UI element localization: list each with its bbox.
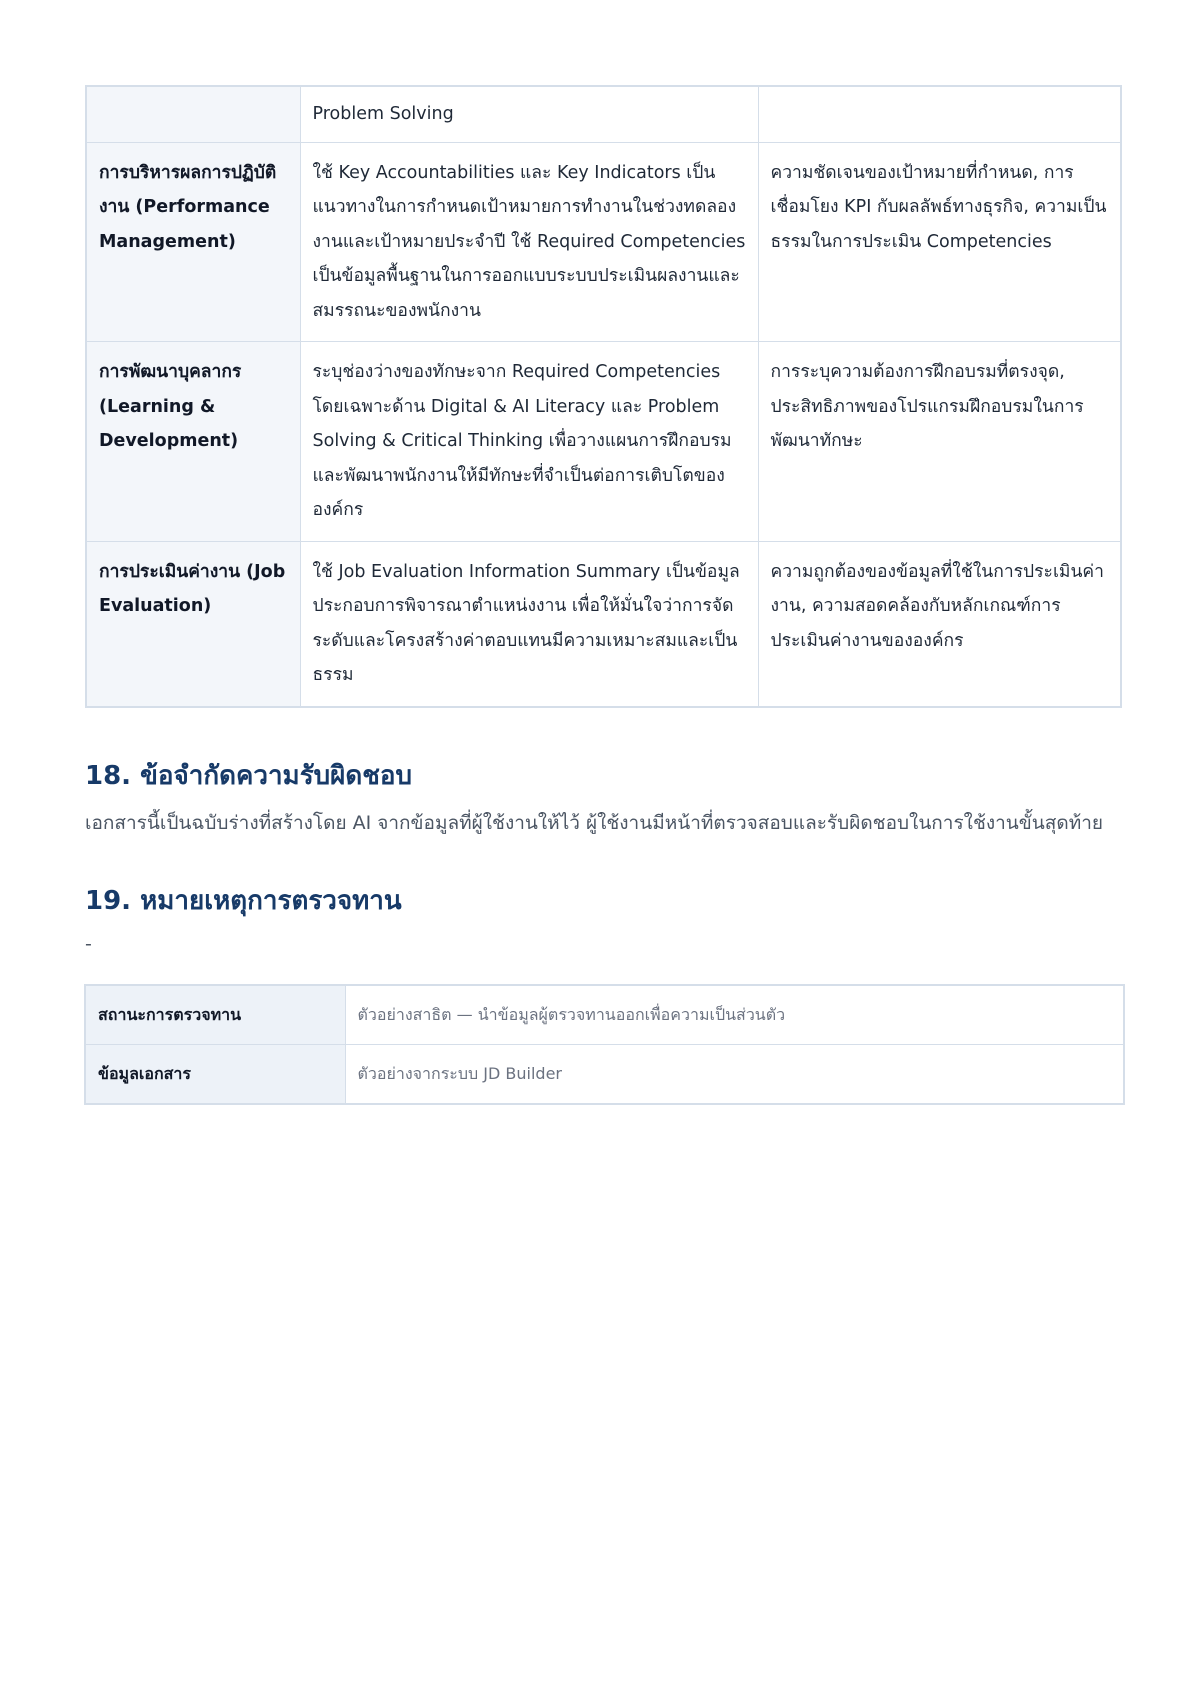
area-cell	[86, 86, 300, 142]
section-18-heading: 18. ข้อจำกัดความรับผิดชอบ	[85, 761, 413, 791]
section-18-text: เอกสารนี้เป็นฉบับร่างที่สร้างโดย AI จากข้อมูลที่ผู้ใช้งานให้ไว้ ผู้ใช้งานมีหน้าที่ตรวจสอบและรับผิดชอบในการใช้งานขั้นสุดท้าย	[85, 812, 1104, 834]
usage-cell: ใช้ Key Accountabilities และ Key Indicators เป็นแนวทางในการกำหนดเป้าหมายการทำงานในช่วงทดลองงานและเป้าหมายประจำปี ใช้ Required Competencies เป็นข้อมูลพื้นฐานในการออกแบบระบบประเมินผลงานและสมรรถนะของพนักงาน	[300, 142, 758, 342]
review-status-label: สถานะการตรวจทาน	[85, 985, 345, 1045]
document-info-value: ตัวอย่างจากระบบ JD Builder	[345, 1045, 1124, 1105]
review-status-value: ตัวอย่างสาธิต — นำข้อมูลผู้ตรวจทานออกเพื่อความเป็นส่วนตัว	[345, 985, 1124, 1045]
review-meta-table	[84, 984, 1125, 1105]
area-cell: การประเมินค่างาน (Job Evaluation)	[86, 541, 300, 707]
area-cell: การพัฒนาบุคลากร (Learning & Development)	[86, 342, 300, 542]
focus-cell	[758, 86, 1121, 142]
table-row	[86, 342, 1121, 542]
usage-cell: ระบุช่องว่างของทักษะจาก Required Competencies โดยเฉพาะด้าน Digital & AI Literacy และ Problem Solving & Critical Thinking เพื่อวางแผนการฝึกอบรมและพัฒนาพนักงานให้มีทักษะที่จำเป็นต่อการเติบโตขององค์กร	[300, 342, 758, 542]
focus-cell: การระบุความต้องการฝึกอบรมที่ตรงจุด, ประสิทธิภาพของโปรแกรมฝึกอบรมในการพัฒนาทักษะ	[758, 342, 1121, 542]
table-row	[85, 1045, 1124, 1105]
usage-table	[85, 85, 1122, 708]
table-row	[85, 985, 1124, 1045]
document-page	[85, 85, 1120, 1083]
table-row	[86, 541, 1121, 707]
focus-cell: ความชัดเจนของเป้าหมายที่กำหนด, การเชื่อมโยง KPI กับผลลัพธ์ทางธุรกิจ, ความเป็นธรรมในการประเมิน Competencies	[758, 142, 1121, 342]
focus-cell: ความถูกต้องของข้อมูลที่ใช้ในการประเมินค่างาน, ความสอดคล้องกับหลักเกณฑ์การประเมินค่างานขององค์กร	[758, 541, 1121, 707]
usage-cell: Problem Solving	[300, 86, 758, 142]
usage-cell: ใช้ Job Evaluation Information Summary เป็นข้อมูลประกอบการพิจารณาตำแหน่งงาน เพื่อให้มั่นใจว่าการจัดระดับและโครงสร้างค่าตอบแทนมีความเหมาะสมและเป็นธรรม	[300, 541, 758, 707]
document-info-label: ข้อมูลเอกสาร	[85, 1045, 345, 1105]
section-19-text: -	[85, 933, 92, 955]
section-19-heading: 19. หมายเหตุการตรวจทาน	[85, 886, 402, 916]
table-row	[86, 86, 1121, 142]
area-cell: การบริหารผลการปฏิบัติงาน (Performance Management)	[86, 142, 300, 342]
table-row	[86, 142, 1121, 342]
